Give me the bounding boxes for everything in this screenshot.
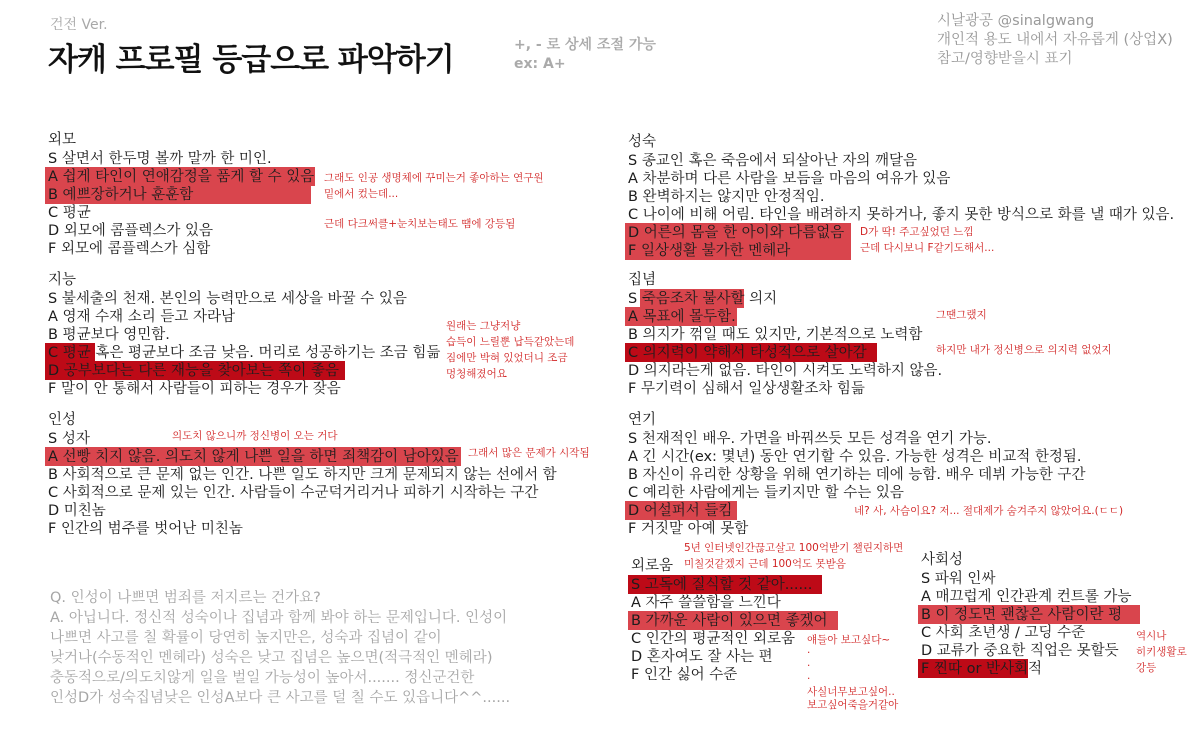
annotation-note: 그래도 인공 생명체에 꾸미는거 좋아하는 연구원 밑에서 컸는데... (324, 172, 544, 200)
category-persistence (628, 270, 942, 398)
grade-row: D 혼자여도 잘 사는 편 (631, 649, 773, 665)
grade-row: A 영재 수재 소리 듣고 자라남 (48, 309, 236, 325)
grade-row: D 어설퍼서 들킴 (628, 502, 1085, 520)
grade-row: S 불세출의 천재. 본인의 능력만으로 세상을 바꿀 수 있음 (48, 291, 407, 307)
adjust-hint (514, 36, 656, 74)
grade-row: C 사회적으로 문제 있는 인간. 사람들이 수군덕거리거나 피하기 시작하는 구간 (48, 485, 539, 501)
grade-row: S 종교인 혹은 죽음에서 되살아난 자의 깨달음 (628, 153, 917, 169)
grade-row: C 의지력이 약해서 타성적으로 살아감 (628, 344, 942, 362)
grade-row: D 미친놈 (48, 503, 106, 519)
adjust-hint-line: +, - 로 상세 조절 가능 (514, 37, 656, 53)
grade-row: A 차분하며 다른 사람을 보듬을 마음의 여유가 있음 (628, 171, 951, 187)
grade-row: S 천재적인 배우. 가면을 바꿔쓰듯 모든 성격을 연기 가능. (628, 431, 992, 447)
annotation-note: 그땐그랬지 (936, 309, 987, 321)
grade-row: B 이 정도면 괜찮은 사람이란 평 (921, 606, 1131, 624)
faq-block (50, 588, 510, 708)
grade-row: B 의지가 꺾일 때도 있지만, 기본적으로 노력함 (628, 327, 923, 343)
category-sociability (921, 550, 1131, 678)
grade-row: A 긴 시간(ex: 몇년) 동안 연기할 수 있음. 가능한 성격은 비교적 한정됨. (628, 449, 1082, 465)
annotation-note: 원래는 그냥저냥 습득이 느릴뿐 납득같았는데 짐에만 박혀 있었더니 조금 멍청해졌어요 (446, 320, 575, 380)
annotation-note: 역시나 히키생활로 강등 (1136, 630, 1187, 674)
credit-block (937, 12, 1173, 69)
category-title: 집념 (628, 272, 657, 288)
credit-line: 시날광공 @sinalgwang (937, 13, 1095, 29)
faq-answer-line: 나쁘면 사고를 칠 확률이 당연히 높지만은, 성숙과 집념이 같이 (50, 630, 442, 646)
grade-row: B 평균보다 영민함. (48, 327, 170, 343)
grade-row: F 일상생활 불가한 멘헤라 (628, 242, 1174, 260)
grade-row: C 예리한 사람에게는 들키지만 할 수는 있음 (628, 485, 904, 501)
grade-row: S 죽음조차 불사할 의지 (628, 291, 778, 307)
adjust-hint-line: ex: A+ (514, 56, 566, 72)
annotation-note: 네? 사, 사슴이요? 저... 절대제가 숨겨주지 않았어요.(ㄷㄷ) (854, 505, 1124, 517)
grade-row: F 찐따 or 반사회적 (921, 660, 1131, 678)
grade-row: A 자주 쓸쓸함을 느낀다 (631, 595, 781, 611)
annotation-note: 얘들아 보고싶다~ · · · 사실너무보고싶어.. 보고싶어죽을거같아 (807, 634, 899, 711)
annotation-note: D가 딱! 주고싶었던 느낌 근데 다시보니 F같기도해서... (860, 226, 995, 254)
grade-row: B 사회적으로 큰 문제 없는 인간. 나쁜 일도 하지만 크게 문제되지 않는 선에서 함 (48, 467, 557, 483)
grade-row: S 파워 인싸 (921, 571, 996, 587)
grade-row: C 인간의 평균적인 외로움 (631, 631, 796, 647)
grade-row: B 예쁘장하거나 훈훈함 (48, 186, 314, 204)
grade-row: A 선빵 치지 않음. 의도치 않게 나쁜 일을 하면 죄책감이 남아있음 (48, 448, 557, 466)
annotation-note: 하지만 내가 정신병으로 의지력 없었지 (936, 344, 1112, 356)
category-appearance (48, 130, 314, 258)
grade-row: C 나이에 비해 어림. 타인을 배려하지 못하거나, 좋지 못한 방식으로 화를 낼 때가 있음. (628, 207, 1175, 223)
grade-row: A 매끄럽게 인간관계 컨트롤 가능 (921, 589, 1132, 605)
annotation-note: 의도치 않으니까 정신병이 오는 거다 (172, 430, 338, 442)
grade-row: F 무기력이 심해서 일상생활조차 힘듦 (628, 381, 865, 397)
version-label: 건전 Ver. (50, 17, 108, 33)
annotation-note: 그래서 많은 문제가 시작됨 (468, 447, 590, 459)
category-title: 성숙 (628, 134, 657, 150)
grade-row: S 고독에 질식할 것 같아...... (631, 576, 827, 594)
faq-answer-line: 충동적으로/의도치않게 일을 벌일 가능성이 높아서....... 정신군건한 (50, 670, 475, 686)
grade-row: D 의지라는게 없음. 타인이 시켜도 노력하지 않음. (628, 363, 943, 379)
category-title: 인성 (48, 412, 77, 428)
annotation-note: 근데 다크써클+눈치보는태도 땜에 강등됨 (324, 218, 516, 230)
credit-line: 개인적 용도 내에서 자유롭게 (상업X) (937, 32, 1173, 48)
grade-row: D 외모에 콤플렉스가 있음 (48, 223, 214, 239)
grade-row: B 가까운 사람이 있으면 좋겠어 (631, 612, 827, 630)
grade-row: F 인간의 범주를 벗어난 미친놈 (48, 521, 243, 537)
grade-row: F 거짓말 아예 못함 (628, 521, 749, 537)
grade-row: S 성자 (48, 431, 90, 447)
grade-row: S 살면서 한두명 볼까 말까 한 미인. (48, 151, 272, 167)
category-intelligence (48, 270, 440, 398)
credit-line: 참고/영향받을시 표기 (937, 51, 1073, 67)
grade-row: C 평균 혹은 평균보다 조금 낮음. 머리로 성공하기는 조금 힘듦 (48, 344, 440, 362)
category-title: 사회성 (921, 552, 964, 568)
category-title: 지능 (48, 272, 77, 288)
grade-row: D 어른의 몸을 한 아이와 다름없음 (628, 224, 1174, 242)
grade-row: B 자신이 유리한 상황을 위해 연기하는 데에 능함. 배우 데뷔 가능한 구간 (628, 467, 1086, 483)
grade-row: B 완벽하지는 않지만 안정적임. (628, 189, 825, 205)
category-loneliness (631, 556, 827, 684)
category-title: 연기 (628, 412, 657, 428)
grade-row: F 외모에 콤플렉스가 심함 (48, 241, 211, 257)
grade-row: D 교류가 중요한 직업은 못할듯 (921, 643, 1119, 659)
grade-row: F 인간 싫어 수준 (631, 667, 738, 683)
faq-answer-line: 낮거나(수동적인 멘헤라) 성숙은 낮고 집념은 높으면(적극적인 멘헤라) (50, 650, 493, 666)
grade-row: A 쉽게 타인이 연애감정을 품게 할 수 있음 (48, 168, 314, 186)
category-title: 외로움 (631, 558, 674, 574)
grade-row: C 평균 (48, 205, 91, 221)
faq-answer-line: 인성D가 성숙집념낮은 인성A보다 큰 사고를 덜 칠 수도 있읍니다^^...... (50, 690, 511, 706)
annotation-note: 5년 인터넷인간끊고살고 100억받기 챌린지하면 미칠것같겠지 근데 100억도 못받음 (684, 542, 904, 570)
page-title: 자캐 프로필 등급으로 파악하기 (48, 42, 454, 78)
faq-answer-line: A. 아닙니다. 정신적 성숙이나 집념과 함께 봐야 하는 문제입니다. 인성이 (50, 610, 508, 626)
grade-row: C 사회 초년생 / 고딩 수준 (921, 625, 1086, 641)
faq-question: Q. 인성이 나쁘면 범죄를 저지르는 건가요? (50, 590, 321, 606)
grade-row: F 말이 안 통해서 사람들이 피하는 경우가 잦음 (48, 381, 341, 397)
category-title: 외모 (48, 132, 77, 148)
grade-row: D 공부보다는 다른 재능을 찾아보는 쪽이 좋음 (48, 362, 440, 380)
grade-row: A 목표에 몰두함. (628, 308, 942, 326)
